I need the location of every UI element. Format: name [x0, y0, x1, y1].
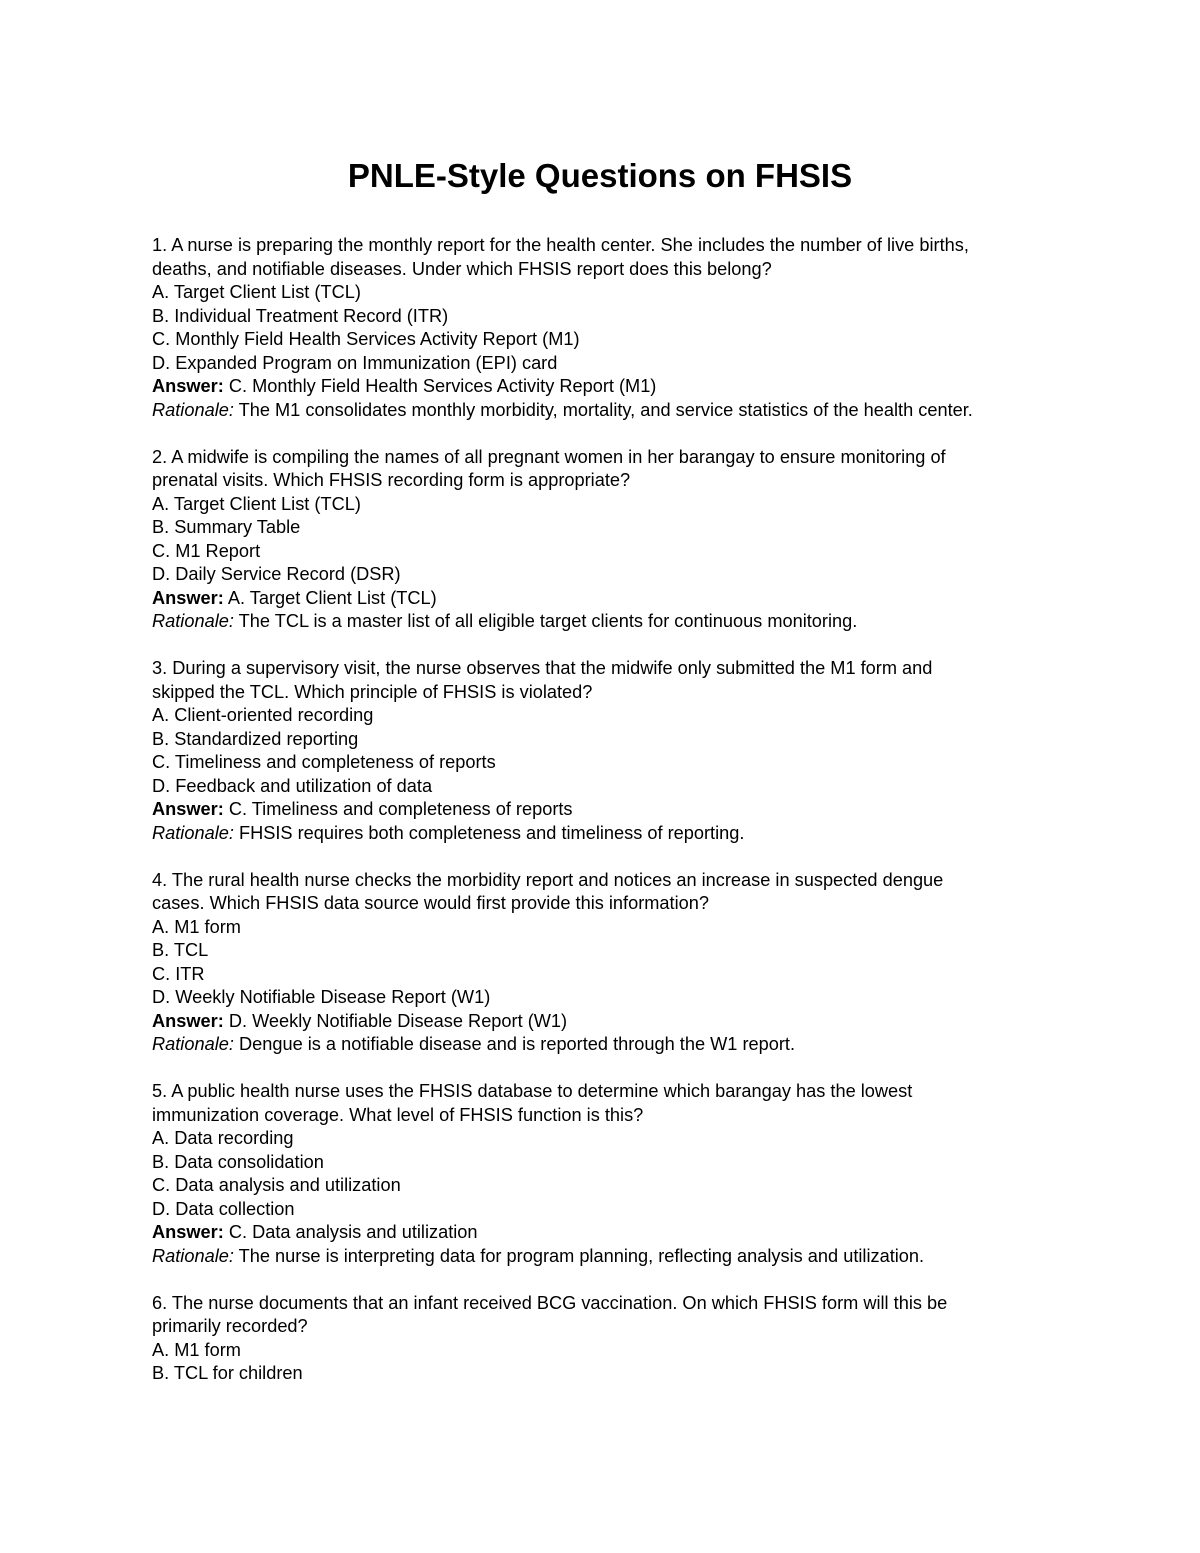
option-c: C. Monthly Field Health Services Activity Report (M1) — [152, 329, 580, 349]
question-stem-line: 4. The rural health nurse checks the morbidity report and notices an increase in suspected dengue — [152, 869, 944, 890]
rationale-line — [152, 610, 1052, 634]
rationale-label: Rationale: — [152, 611, 234, 631]
answer-label: Answer: — [152, 1222, 224, 1242]
question-2 — [152, 446, 1052, 634]
answer-line — [152, 375, 1052, 399]
option-a: A. M1 form — [152, 916, 241, 937]
option-c: C. Data analysis and utilization — [152, 1175, 401, 1195]
option-a: A. Client-oriented recording — [152, 705, 374, 725]
option-a: A. Target Client List (TCL) — [152, 493, 361, 514]
question-stem-line: 2. A midwife is compiling the names of all pregnant women in her barangay to ensure monitoring of — [152, 446, 946, 467]
option-c: C. M1 Report — [152, 540, 261, 561]
answer-line — [152, 798, 1052, 822]
rationale-label: Rationale: — [152, 822, 234, 843]
rationale-label: Rationale: — [152, 1034, 234, 1054]
question-5 — [152, 1080, 1052, 1268]
question-stem-line: deaths, and notifiable diseases. Under which FHSIS report does this belong? — [152, 258, 772, 279]
answer-line — [152, 587, 1052, 611]
option-c: C. ITR — [152, 963, 205, 984]
option-b: B. Standardized reporting — [152, 728, 359, 749]
question-6 — [152, 1292, 1052, 1386]
rationale-line — [152, 1033, 1052, 1057]
answer-line — [152, 1221, 1052, 1245]
answer-text: C. Timeliness and completeness of reports — [228, 799, 573, 819]
option-d: D. Daily Service Record (DSR) — [152, 564, 401, 584]
question-4 — [152, 869, 1052, 1057]
answer-text: D. Weekly Notifiable Disease Report (W1) — [228, 1010, 568, 1031]
rationale-line — [152, 399, 1052, 423]
option-a: A. Data recording — [152, 1128, 294, 1148]
option-b: B. TCL — [152, 940, 209, 960]
question-stem-line: prenatal visits. Which FHSIS recording form is appropriate? — [152, 470, 631, 490]
answer-label: Answer: — [152, 799, 224, 819]
page-title: PNLE-Style Questions on FHSIS — [347, 157, 853, 194]
rationale-line — [152, 1245, 1052, 1269]
answer-line — [152, 1010, 1052, 1034]
option-b: B. TCL for children — [152, 1363, 303, 1383]
rationale-text: The M1 consolidates monthly morbidity, mortality, and service statistics of the health center. — [238, 399, 973, 420]
question-stem-line: 3. During a supervisory visit, the nurse observes that the midwife only submitted the M1 form and — [152, 658, 933, 678]
option-d: D. Data collection — [152, 1198, 295, 1219]
rationale-label: Rationale: — [152, 1245, 234, 1266]
rationale-text: The TCL is a master list of all eligible target clients for continuous monitoring. — [238, 611, 858, 631]
option-d: D. Expanded Program on Immunization (EPI) card — [152, 352, 558, 373]
question-stem-line: skipped the TCL. Which principle of FHSIS is violated? — [152, 681, 593, 702]
question-stem-line: 6. The nurse documents that an infant received BCG vaccination. On which FHSIS form will this be — [152, 1292, 948, 1313]
option-d: D. Weekly Notifiable Disease Report (W1) — [152, 987, 491, 1007]
question-list — [152, 234, 1052, 1409]
answer-text: A. Target Client List (TCL) — [227, 587, 437, 608]
option-b: B. Data consolidation — [152, 1151, 324, 1172]
question-1 — [152, 234, 1052, 422]
answer-text: C. Monthly Field Health Services Activity Report (M1) — [228, 376, 657, 396]
rationale-line — [152, 822, 1052, 846]
question-stem-line: 5. A public health nurse uses the FHSIS database to determine which barangay has the lowest — [152, 1081, 913, 1101]
answer-label: Answer: — [152, 376, 224, 396]
option-d: D. Feedback and utilization of data — [152, 775, 433, 796]
question-stem-line: primarily recorded? — [152, 1316, 308, 1336]
rationale-label: Rationale: — [152, 399, 234, 420]
rationale-text: Dengue is a notifiable disease and is reported through the W1 report. — [238, 1034, 796, 1054]
option-b: B. Summary Table — [152, 517, 301, 537]
question-stem-line: 1. A nurse is preparing the monthly report for the health center. She includes the number of live births, — [152, 235, 969, 255]
option-a: A. M1 form — [152, 1339, 241, 1360]
rationale-text: FHSIS requires both completeness and timeliness of reporting. — [238, 822, 745, 843]
question-3 — [152, 657, 1052, 845]
question-stem-line: cases. Which FHSIS data source would first provide this information? — [152, 893, 709, 913]
question-stem-line: immunization coverage. What level of FHSIS function is this? — [152, 1104, 644, 1125]
answer-label: Answer: — [152, 587, 224, 608]
answer-label: Answer: — [152, 1010, 224, 1031]
option-a: A. Target Client List (TCL) — [152, 282, 361, 302]
option-b: B. Individual Treatment Record (ITR) — [152, 305, 449, 326]
rationale-text: The nurse is interpreting data for program planning, reflecting analysis and utilization. — [238, 1245, 925, 1266]
option-c: C. Timeliness and completeness of reports — [152, 752, 496, 772]
answer-text: C. Data analysis and utilization — [228, 1222, 478, 1242]
